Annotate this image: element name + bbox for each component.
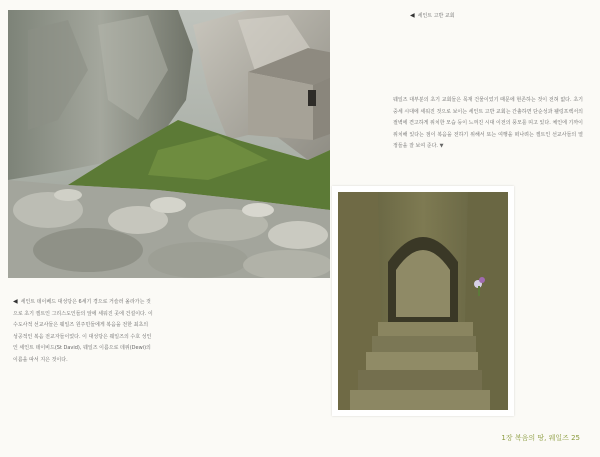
page-footer: 1장 복음의 땅, 웨일즈 25 [501, 434, 580, 442]
caption-pointer-icon: ◀ [410, 12, 415, 19]
bottom-caption-text: 세인트 데이베드 대성당은 6세기 경으로 거슬러 올라가는 것으로 초기 켈트인 그리스도인들의 앞에 세워진 곳에 건설이다. 이 수도사적 선교사들은 웨일즈 원주민들에게 복음을 전한 최초의 성공적인 복음 전교자들이었다. 이 대성당은 웨일즈의 수호 성인인 세인트 데이비드(St David), 웨일즈 이름으로 데위(Dewi)의 이름을 따서 지은 것이다. [13, 299, 153, 363]
caption-pointer-icon: ◀ [13, 298, 18, 305]
chapel-description: 웨일즈 대부분의 초기 교회들은 목재 건물이었기 때문에 현존하는 것이 전혀 없다. 초기 중세 시대에 세워진 것으로 보이는 세인트 고반 교회는 간촐하면 단순성과 웰링프렉서의 절벽에 견고하게 위치한 모습 등이 느껴진 시대 이전의 풍모를 띠고 있다. 체인에 기까이 위치해 있다는 점이 복음을 전하기 위해서 또는 여행을 떠나려는 켈트인 선교사들의 열정들을 잘 보여 준다. ▼ [393, 97, 583, 149]
chapel-cliff-photo [8, 10, 330, 278]
top-caption-text: 세인트 고반 교회 [417, 13, 455, 19]
top-photo-caption [410, 11, 510, 21]
bottom-photo-caption [13, 296, 153, 366]
stone-stairway-photo [332, 186, 514, 416]
